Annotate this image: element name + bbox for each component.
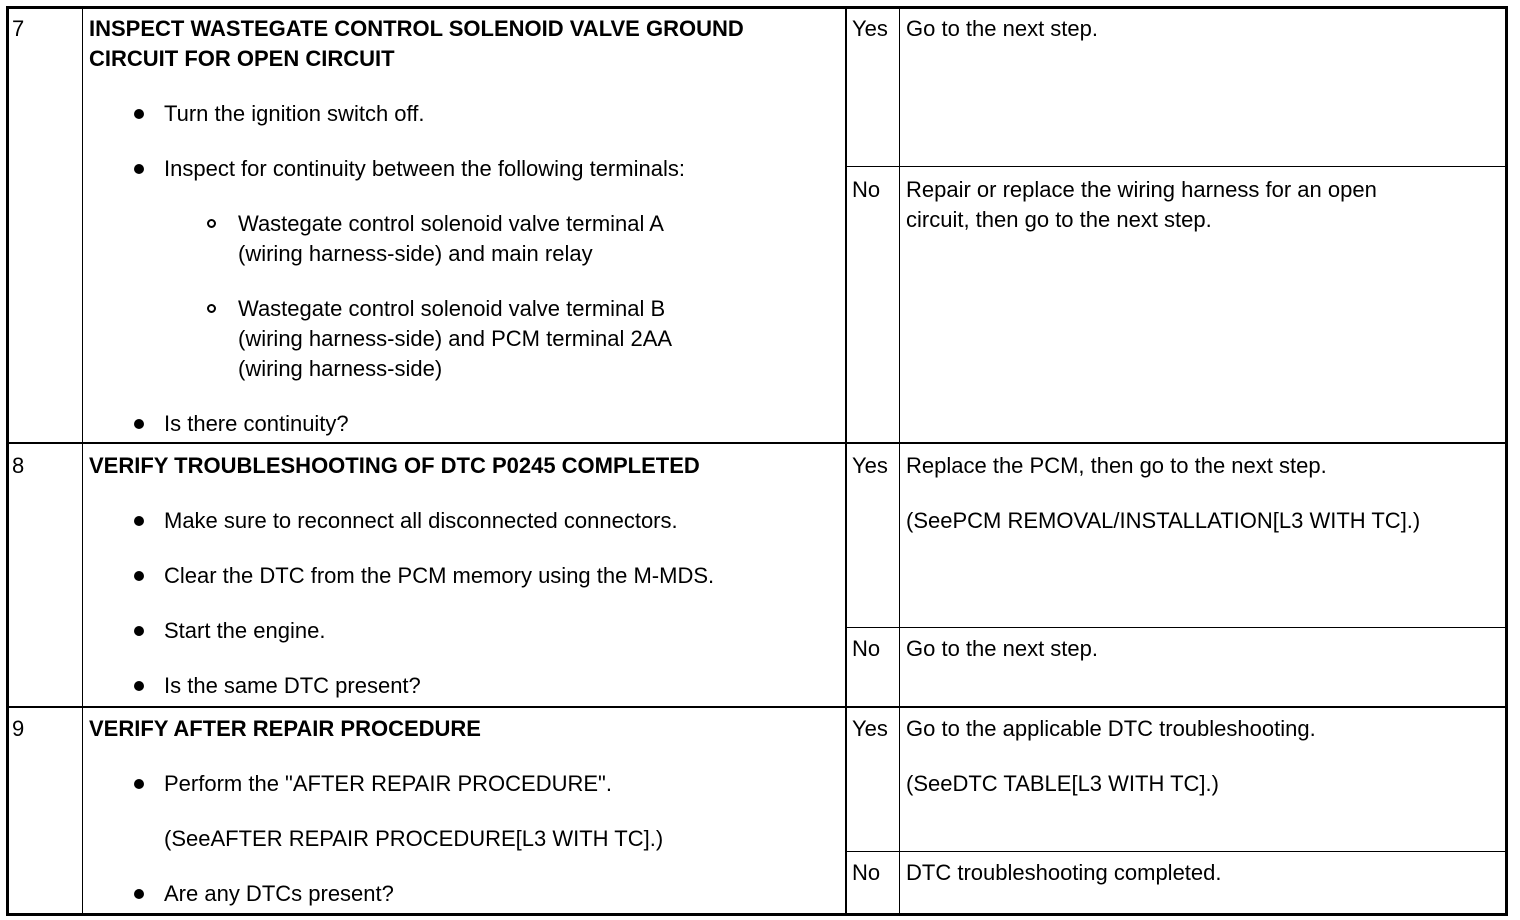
bullet-icon (134, 779, 144, 789)
bullet-icon (134, 164, 144, 174)
action-item: Inspect for continuity between the following terminals: (164, 156, 685, 181)
no-label: No (852, 177, 881, 202)
no-action: Go to the next step. (906, 636, 1099, 661)
no-action: Repair or replace the wiring harness for an open (906, 177, 1377, 202)
no-action-cont: circuit, then go to the next step. (906, 207, 1212, 232)
no-label: No (852, 636, 881, 661)
step-title: VERIFY AFTER REPAIR PROCEDURE (89, 716, 481, 741)
step-title-cont: CIRCUIT FOR OPEN CIRCUIT (89, 46, 395, 71)
yes-label: Yes (852, 716, 888, 741)
action-reference: (SeeAFTER REPAIR PROCEDURE[L3 WITH TC].) (164, 826, 664, 851)
sub-item-cont: (wiring harness-side) and PCM terminal 2AA (238, 326, 673, 351)
yes-action: Replace the PCM, then go to the next step. (906, 453, 1327, 478)
yes-no-divider-8 (845, 627, 1508, 628)
action-item: Perform the "AFTER REPAIR PROCEDURE". (164, 771, 612, 796)
bullet-icon (134, 889, 144, 899)
yes-label: Yes (852, 453, 888, 478)
step-number: 8 (12, 453, 25, 478)
row-divider-7-8 (6, 442, 1508, 444)
action-item: Turn the ignition switch off. (164, 101, 425, 126)
sub-item: Wastegate control solenoid valve terminal B (238, 296, 666, 321)
bullet-icon (134, 571, 144, 581)
bullet-icon (134, 109, 144, 119)
yes-action: Go to the applicable DTC troubleshooting. (906, 716, 1316, 741)
bullet-icon (134, 516, 144, 526)
question: Is the same DTC present? (164, 673, 421, 698)
yes-reference: (SeeDTC TABLE[L3 WITH TC].) (906, 771, 1219, 796)
yes-no-divider-7 (845, 166, 1508, 167)
step-title: VERIFY TROUBLESHOOTING OF DTC P0245 COMPLETED (89, 453, 700, 478)
yes-label: Yes (852, 16, 888, 41)
col-divider-step (82, 6, 83, 916)
step-number: 7 (12, 16, 25, 41)
no-action: DTC troubleshooting completed. (906, 860, 1222, 885)
yes-no-divider-9 (845, 851, 1508, 852)
action-item: Make sure to reconnect all disconnected connectors. (164, 508, 678, 533)
col-divider-result (899, 6, 900, 916)
row-divider-8-9 (6, 706, 1508, 708)
sub-item-cont: (wiring harness-side) (238, 356, 443, 381)
bullet-icon (134, 626, 144, 636)
question: Are any DTCs present? (164, 881, 394, 906)
sub-item-cont: (wiring harness-side) and main relay (238, 241, 593, 266)
action-item: Start the engine. (164, 618, 326, 643)
sub-bullet-icon (207, 219, 216, 228)
action-item: Clear the DTC from the PCM memory using the M-MDS. (164, 563, 715, 588)
sub-item: Wastegate control solenoid valve terminal A (238, 211, 664, 236)
yes-reference: (SeePCM REMOVAL/INSTALLATION[L3 WITH TC].) (906, 508, 1421, 533)
step-number: 9 (12, 716, 25, 741)
question: Is there continuity? (164, 411, 349, 436)
yes-action: Go to the next step. (906, 16, 1099, 41)
sub-bullet-icon (207, 304, 216, 313)
bullet-icon (134, 419, 144, 429)
step-title: INSPECT WASTEGATE CONTROL SOLENOID VALVE GROUND (89, 16, 744, 41)
col-divider-action (845, 6, 847, 916)
no-label: No (852, 860, 881, 885)
bullet-icon (134, 681, 144, 691)
